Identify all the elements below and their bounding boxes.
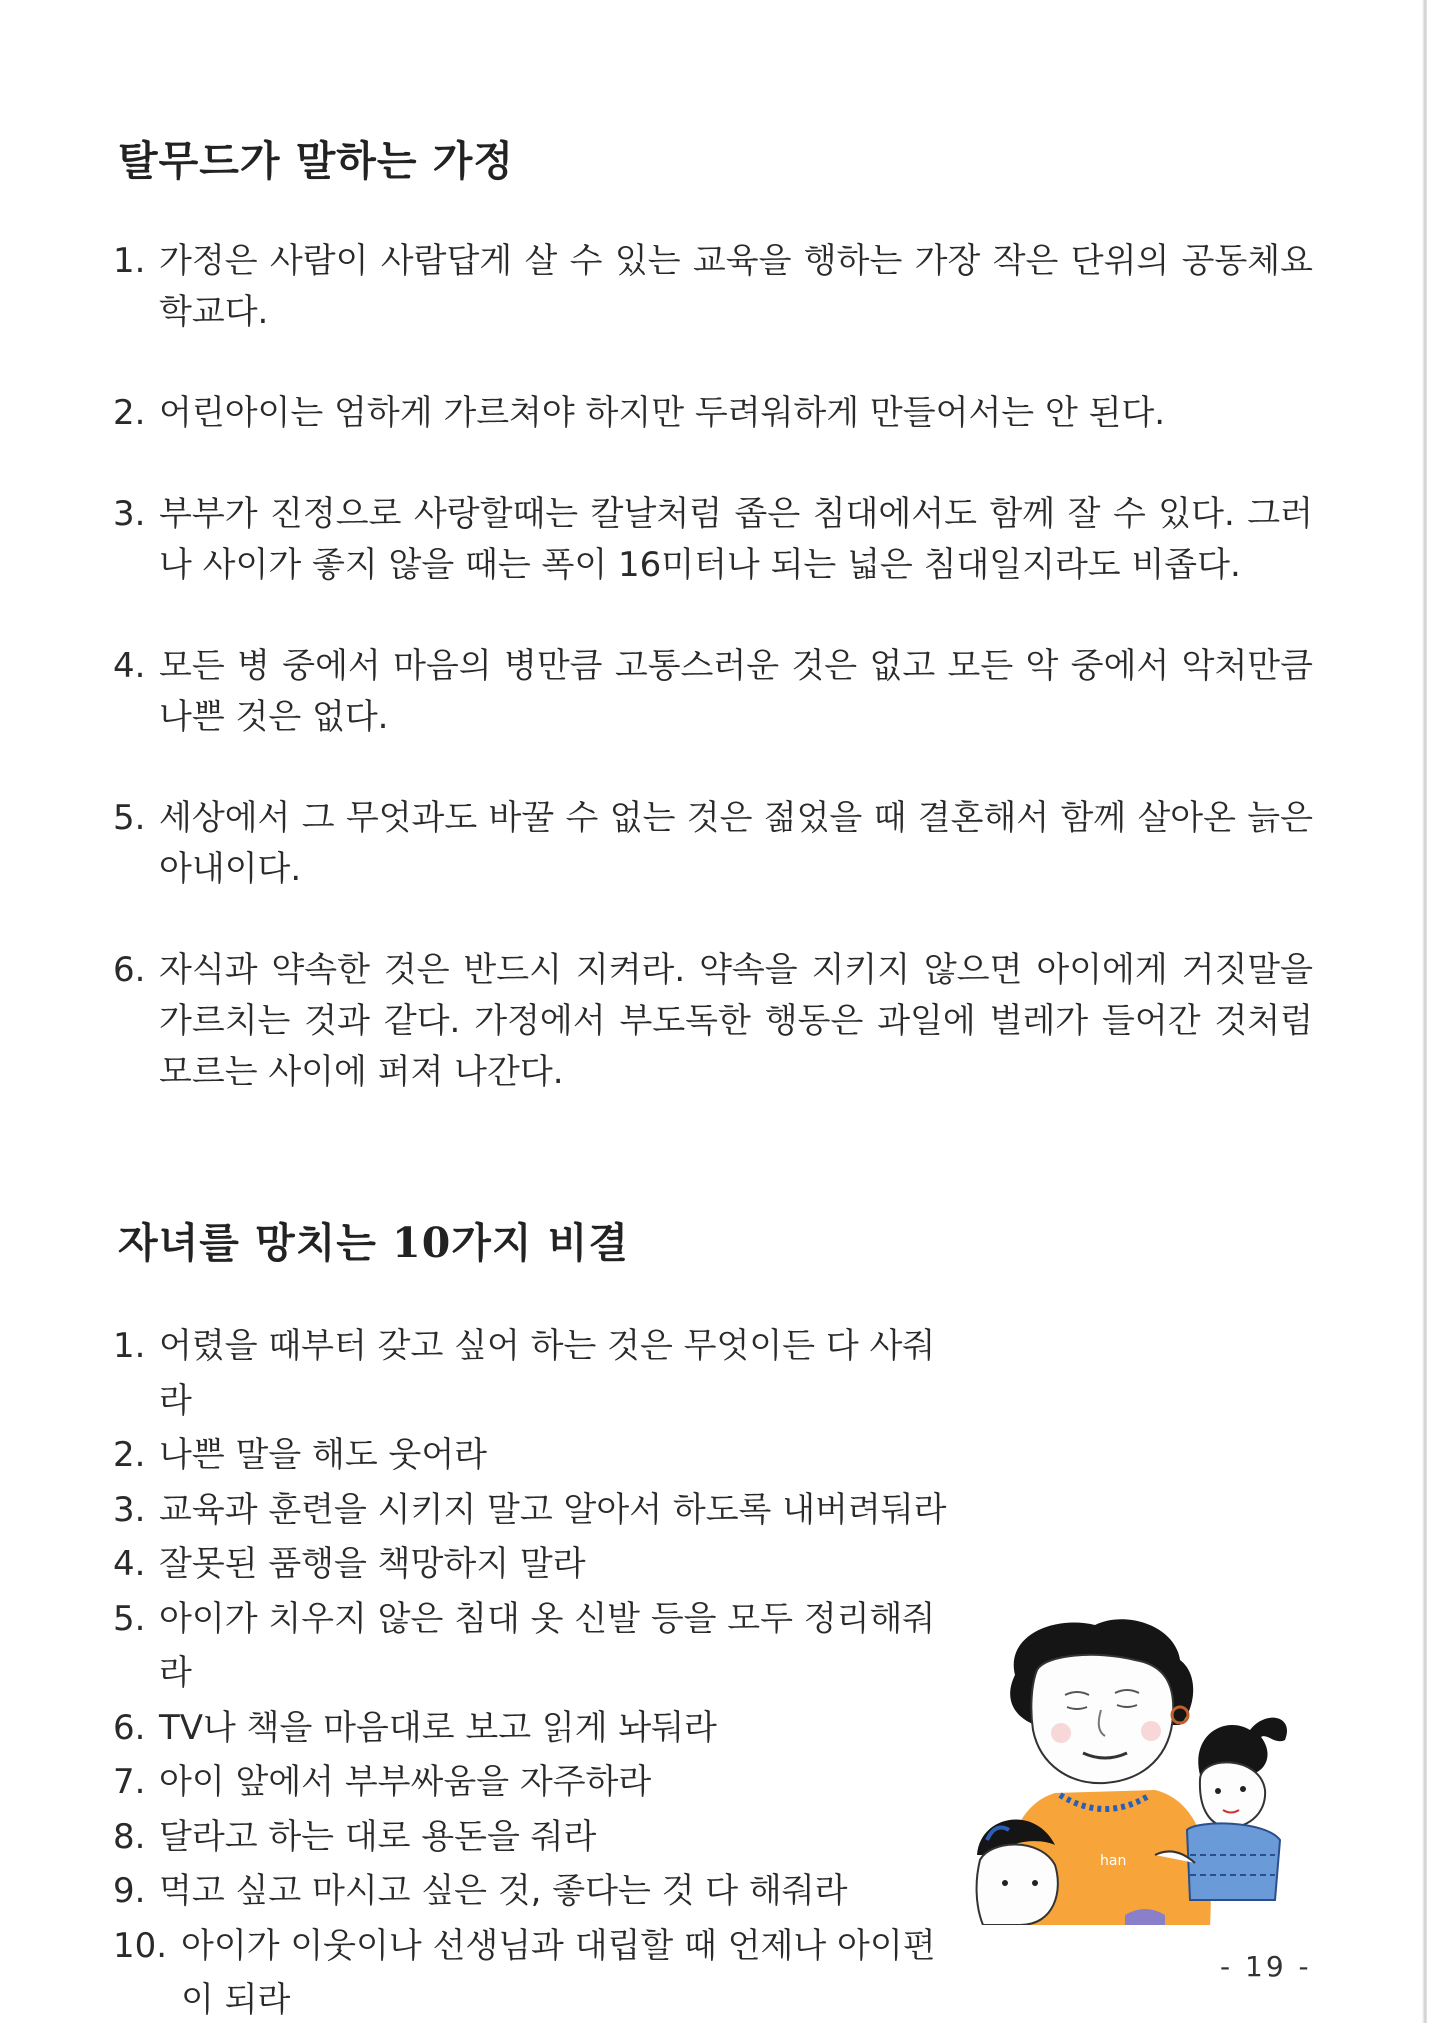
item-number: 5. xyxy=(113,1598,146,1639)
item-number: 4. xyxy=(113,1544,146,1584)
item-text: 자식과 약속한 것은 반드시 지켜라. 약속을 지키지 않으면 아이에게 거짓말을 가르치는 것과 같다. 가정에서 부도독한 행동은 과일에 벌레가 들어간 것처럼 모르는 사이에 퍼져 나간다. xyxy=(159,950,1313,1092)
item-text: 세상에서 그 무엇과도 바꿀 수 없는 것은 젊었을 때 결혼해서 함께 살아온 늙은 아내이다. xyxy=(159,798,1313,889)
item-text: 아이가 치우지 않은 침대 옷 신발 등을 모두 정리해줘라 xyxy=(159,1598,936,1693)
ten-secrets-list xyxy=(113,1319,953,2028)
item-number: 6. xyxy=(113,1707,146,1748)
list-item xyxy=(113,1755,953,1810)
item-number: 10. xyxy=(113,1925,168,1966)
item-text: 아이 앞에서 부부싸움을 자주하라 xyxy=(159,1762,652,1802)
item-text: 교육과 훈련을 시키지 말고 알아서 하도록 내버려둬라 xyxy=(159,1489,947,1530)
list-item xyxy=(113,945,1313,1098)
item-text: 먹고 싶고 마시고 싶은 것, 좋다는 것 다 해줘라 xyxy=(159,1871,848,1911)
item-text: TV나 책을 마음대로 보고 읽게 놔둬라 xyxy=(159,1707,717,1748)
list-item xyxy=(113,1483,953,1538)
item-text: 부부가 진정으로 사랑할때는 칼날처럼 좁은 침대에서도 함께 잘 수 있다. 그러나 사이가 좋지 않을 때는 폭이 16미터나 되는 넓은 침대일지라도 비좁다. xyxy=(159,494,1313,585)
section-title-talmud-family: 탈무드가 말하는 가정 xyxy=(118,137,515,185)
list-item xyxy=(113,1919,953,2028)
item-text: 잘못된 품행을 책망하지 말라 xyxy=(159,1544,586,1584)
list-item xyxy=(113,641,1313,743)
list-item xyxy=(113,1701,953,1756)
item-number: 7. xyxy=(113,1762,146,1802)
list-item xyxy=(113,1537,953,1592)
item-number: 9. xyxy=(113,1871,146,1911)
list-item xyxy=(113,1810,953,1865)
item-text: 달라고 하는 대로 용돈을 줘라 xyxy=(159,1816,597,1857)
shirt-label: han xyxy=(1100,1853,1127,1869)
page-number: - 19 - xyxy=(1220,1950,1312,1983)
item-number: 8. xyxy=(113,1816,146,1857)
item-number: 5. xyxy=(113,798,146,838)
item-number: 2. xyxy=(113,393,146,433)
list-item xyxy=(113,1319,953,1428)
item-text: 아이가 이웃이나 선생님과 대립할 때 언제나 아이편이 되라 xyxy=(181,1925,936,2020)
baby-shirt xyxy=(1187,1823,1280,1900)
item-number: 1. xyxy=(113,241,146,281)
list-item xyxy=(113,1428,953,1483)
mother-face xyxy=(1031,1655,1173,1783)
page-edge xyxy=(1422,0,1427,2023)
item-number: 3. xyxy=(113,494,146,534)
list-item xyxy=(113,793,1313,895)
list-item xyxy=(113,236,1313,338)
section-title-ten-secrets: 자녀를 망치는 10가지 비결 xyxy=(118,1219,629,1267)
item-text: 가정은 사람이 사람답게 살 수 있는 교육을 행하는 가장 작은 단위의 공동체요 학교다. xyxy=(159,241,1313,332)
list-item xyxy=(113,388,1313,439)
list-item xyxy=(113,1864,953,1919)
list-item xyxy=(113,1592,953,1701)
item-number: 1. xyxy=(113,1326,146,1366)
child-face xyxy=(977,1844,1058,1925)
list-item xyxy=(113,489,1313,591)
item-text: 어린아이는 엄하게 가르쳐야 하지만 두려워하게 만들어서는 안 된다. xyxy=(159,393,1166,433)
item-text: 나쁜 말을 해도 웃어라 xyxy=(159,1435,488,1475)
baby-face xyxy=(1200,1762,1265,1827)
item-number: 2. xyxy=(113,1435,146,1475)
item-number: 3. xyxy=(113,1489,146,1530)
item-number: 4. xyxy=(113,646,146,686)
item-text: 모든 병 중에서 마음의 병만큼 고통스러운 것은 없고 모든 악 중에서 악처만큼 나쁜 것은 없다. xyxy=(159,646,1313,737)
talmud-sayings-list xyxy=(113,236,1313,1148)
family-illustration xyxy=(975,1615,1305,1925)
item-text: 어렸을 때부터 갖고 싶어 하는 것은 무엇이든 다 사줘라 xyxy=(159,1326,936,1421)
item-number: 6. xyxy=(113,950,146,990)
